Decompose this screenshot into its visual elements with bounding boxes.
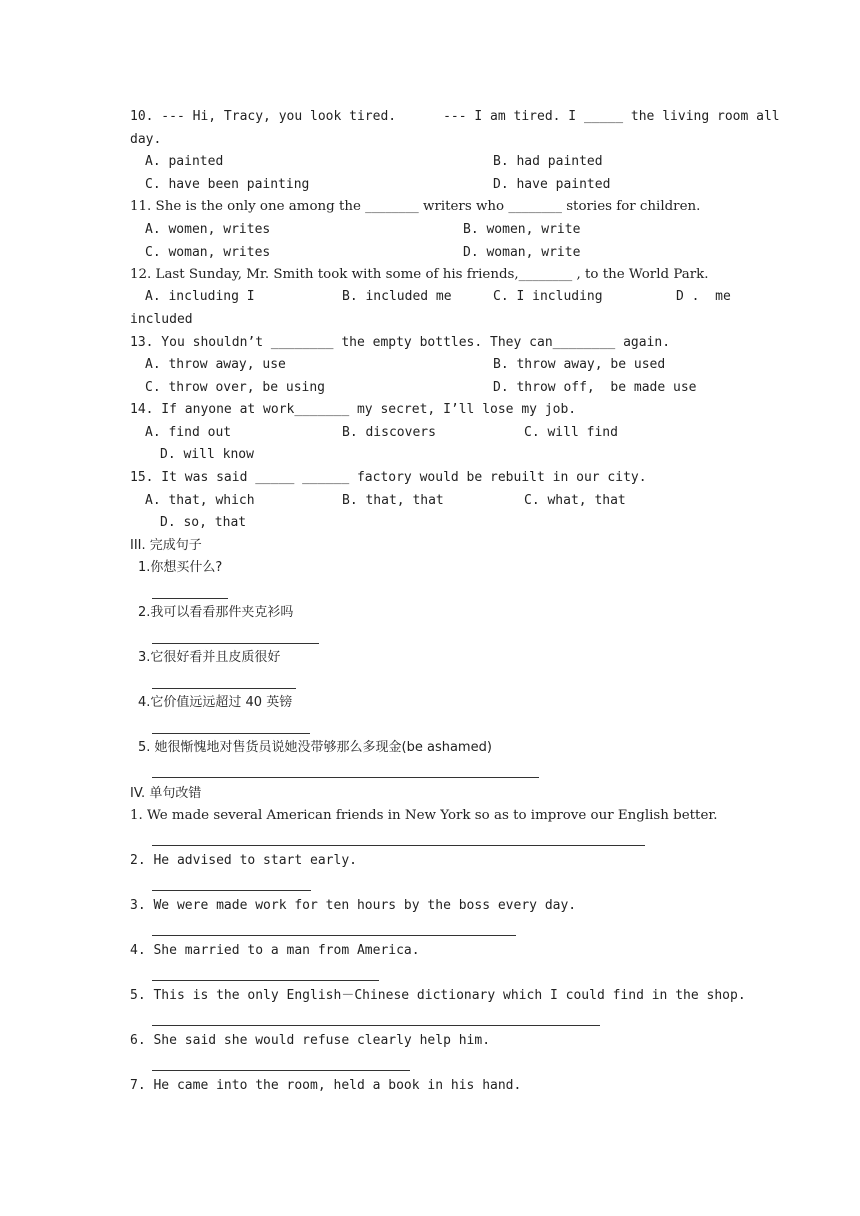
- q10-option-d: D. have painted: [493, 177, 611, 192]
- q10-option-a: A. painted: [145, 154, 224, 169]
- section-4-item-7: 7. He came into the room, held a book in his hand.: [130, 1078, 522, 1093]
- question-15-stem: 15. It was said _____ ______ factory would be rebuilt in our city.: [130, 470, 647, 485]
- section-3-item-1: 1.你想买什么?: [138, 560, 223, 575]
- q12-option-d: D . me: [676, 289, 731, 304]
- section-4-item-2: 2. He advised to start early.: [130, 853, 357, 868]
- q14-option-d: D. will know: [160, 447, 254, 462]
- q12-option-c: C. I including: [493, 289, 603, 304]
- question-10-stem-cont: day.: [130, 132, 162, 147]
- section-4-item-5: 5. This is the only English－Chinese dictionary which I could find in the shop.: [130, 988, 746, 1003]
- q13-option-d: D. throw off, be made use: [493, 380, 697, 395]
- section-3-title: III. 完成句子: [130, 538, 202, 553]
- q11-option-c: C. woman, writes: [145, 245, 271, 260]
- q15-option-d: D. so, that: [160, 515, 247, 530]
- q13-option-c: C. throw over, be using: [145, 380, 326, 395]
- q14-option-c: C. will find: [524, 425, 618, 440]
- section-4-item-1: 1. We made several American friends in New York so as to improve our English better.: [130, 808, 718, 823]
- section-4-item-6: 6. She said she would refuse clearly help him.: [130, 1033, 491, 1048]
- q15-option-c: C. what, that: [524, 493, 626, 508]
- answer-line[interactable]: [152, 935, 516, 936]
- answer-line[interactable]: [152, 1025, 600, 1026]
- section-4-title: IV. 单句改错: [130, 786, 202, 801]
- answer-line[interactable]: [152, 1070, 410, 1071]
- q15-option-a: A. that, which: [145, 493, 255, 508]
- q10-option-c: C. have been painting: [145, 177, 310, 192]
- q11-option-b: B. women, write: [463, 222, 581, 237]
- q11-option-a: A. women, writes: [145, 222, 271, 237]
- question-11-stem: 11. She is the only one among the ________ writers who ________ stories for children.: [130, 199, 701, 214]
- q13-option-a: A. throw away, use: [145, 357, 286, 372]
- question-12-stem: 12. Last Sunday, Mr. Smith took with some of his friends,________ , to the World Park.: [130, 267, 709, 282]
- section-3-item-3: 3.它很好看并且皮质很好: [138, 650, 281, 665]
- answer-line[interactable]: [152, 845, 645, 846]
- answer-line[interactable]: [152, 980, 379, 981]
- question-10-stem: 10. --- Hi, Tracy, you look tired. --- I am tired. I _____ the living room all: [130, 109, 780, 124]
- q12-option-d-cont: included: [130, 312, 193, 327]
- section-4-item-4: 4. She married to a man from America.: [130, 943, 420, 958]
- section-3-item-2: 2.我可以看看那件夹克衫吗: [138, 605, 294, 620]
- section-4-item-3: 3. We were made work for ten hours by the boss every day.: [130, 898, 577, 913]
- q12-option-b: B. included me: [342, 289, 452, 304]
- section-3-item-4: 4.它价值远远超过 40 英镑: [138, 695, 293, 710]
- q10-option-b: B. had painted: [493, 154, 603, 169]
- q14-option-a: A. find out: [145, 425, 232, 440]
- q13-option-b: B. throw away, be used: [493, 357, 666, 372]
- q12-option-a: A. including I: [145, 289, 255, 304]
- question-13-stem: 13. You shouldn’t ________ the empty bottles. They can________ again.: [130, 335, 671, 350]
- q14-option-b: B. discovers: [342, 425, 436, 440]
- q11-option-d: D. woman, write: [463, 245, 581, 260]
- answer-line[interactable]: [152, 890, 311, 891]
- answer-line[interactable]: [152, 688, 296, 689]
- answer-line[interactable]: [152, 598, 228, 599]
- question-14-stem: 14. If anyone at work_______ my secret, I’ll lose my job.: [130, 402, 577, 417]
- answer-line[interactable]: [152, 733, 310, 734]
- answer-line[interactable]: [152, 777, 539, 778]
- q15-option-b: B. that, that: [342, 493, 444, 508]
- answer-line[interactable]: [152, 643, 319, 644]
- section-3-item-5: 5. 她很惭愧地对售货员说她没带够那么多现金(be ashamed): [138, 740, 492, 755]
